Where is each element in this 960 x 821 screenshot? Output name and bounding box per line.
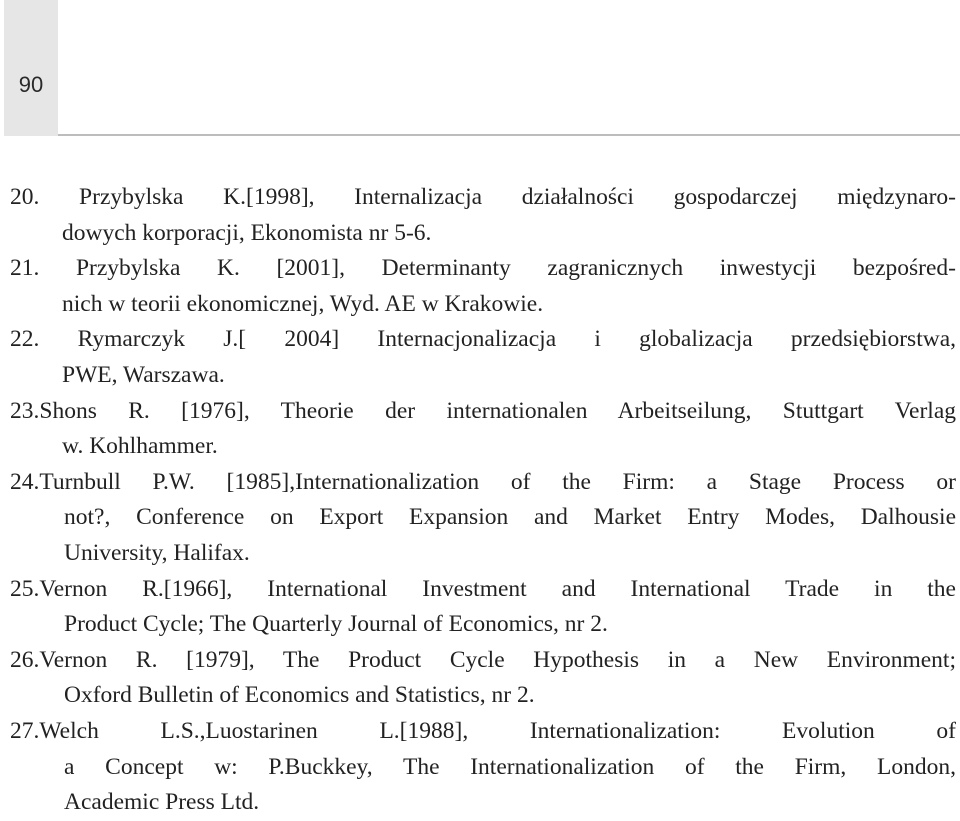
reference-item-20 [10, 180, 956, 251]
reference-line: 25.Vernon R.[1966], International Investment and International Trade in the [10, 575, 956, 602]
reference-item-25 [10, 572, 956, 643]
reference-line: a Concept w: P.Buckkey, The Internationalization of the Firm, London, [64, 753, 956, 780]
reference-item-21 [10, 251, 956, 322]
reference-item-22 [10, 322, 956, 393]
reference-line: not?, Conference on Export Expansion and Market Entry Modes, Dalhousie [64, 504, 956, 531]
reference-line: dowych korporacji, Ekonomista nr 5-6. [62, 219, 432, 246]
reference-line: University, Halifax. [64, 539, 250, 566]
header-rule [58, 134, 960, 136]
reference-line: 23.Shons R. [1976], Theorie der internationalen Arbeitseilung, Stuttgart Verlag [10, 397, 956, 424]
reference-line: 21. Przybylska K. [2001], Determinanty zagranicznych inwestycji bezpośred- [10, 255, 956, 282]
reference-line: Academic Press Ltd. [64, 789, 260, 816]
reference-item-24 [10, 465, 956, 572]
reference-line: 20. Przybylska K.[1998], Internalizacja działalności gospodarczej międzynaro- [10, 184, 956, 210]
page-number-box [4, 0, 58, 136]
reference-list [10, 180, 956, 821]
reference-line: w. Kohlhammer. [62, 433, 218, 460]
reference-line: 24.Turnbull P.W. [1985],Internationalization of the Firm: a Stage Process or [10, 468, 956, 495]
reference-line: 22. Rymarczyk J.[ 2004] Internacjonalizacja i globalizacja przedsiębiorstwa, [10, 326, 956, 353]
reference-item-23 [10, 394, 956, 465]
reference-line: nich w teorii ekonomicznej, Wyd. AE w Krakowie. [62, 290, 544, 317]
reference-line: PWE, Warszawa. [62, 361, 225, 388]
reference-item-26 [10, 643, 956, 714]
reference-line: Oxford Bulletin of Economics and Statistics, nr 2. [64, 682, 535, 709]
reference-line: Product Cycle; The Quarterly Journal of Economics, nr 2. [64, 611, 608, 638]
reference-item-27 [10, 714, 956, 821]
reference-line: 26.Vernon R. [1979], The Product Cycle Hypothesis in a New Environment; [10, 646, 956, 673]
page-number: 90 [18, 72, 44, 97]
reference-line: 27.Welch L.S.,Luostarinen L.[1988], Internationalization: Evolution of [10, 717, 956, 744]
